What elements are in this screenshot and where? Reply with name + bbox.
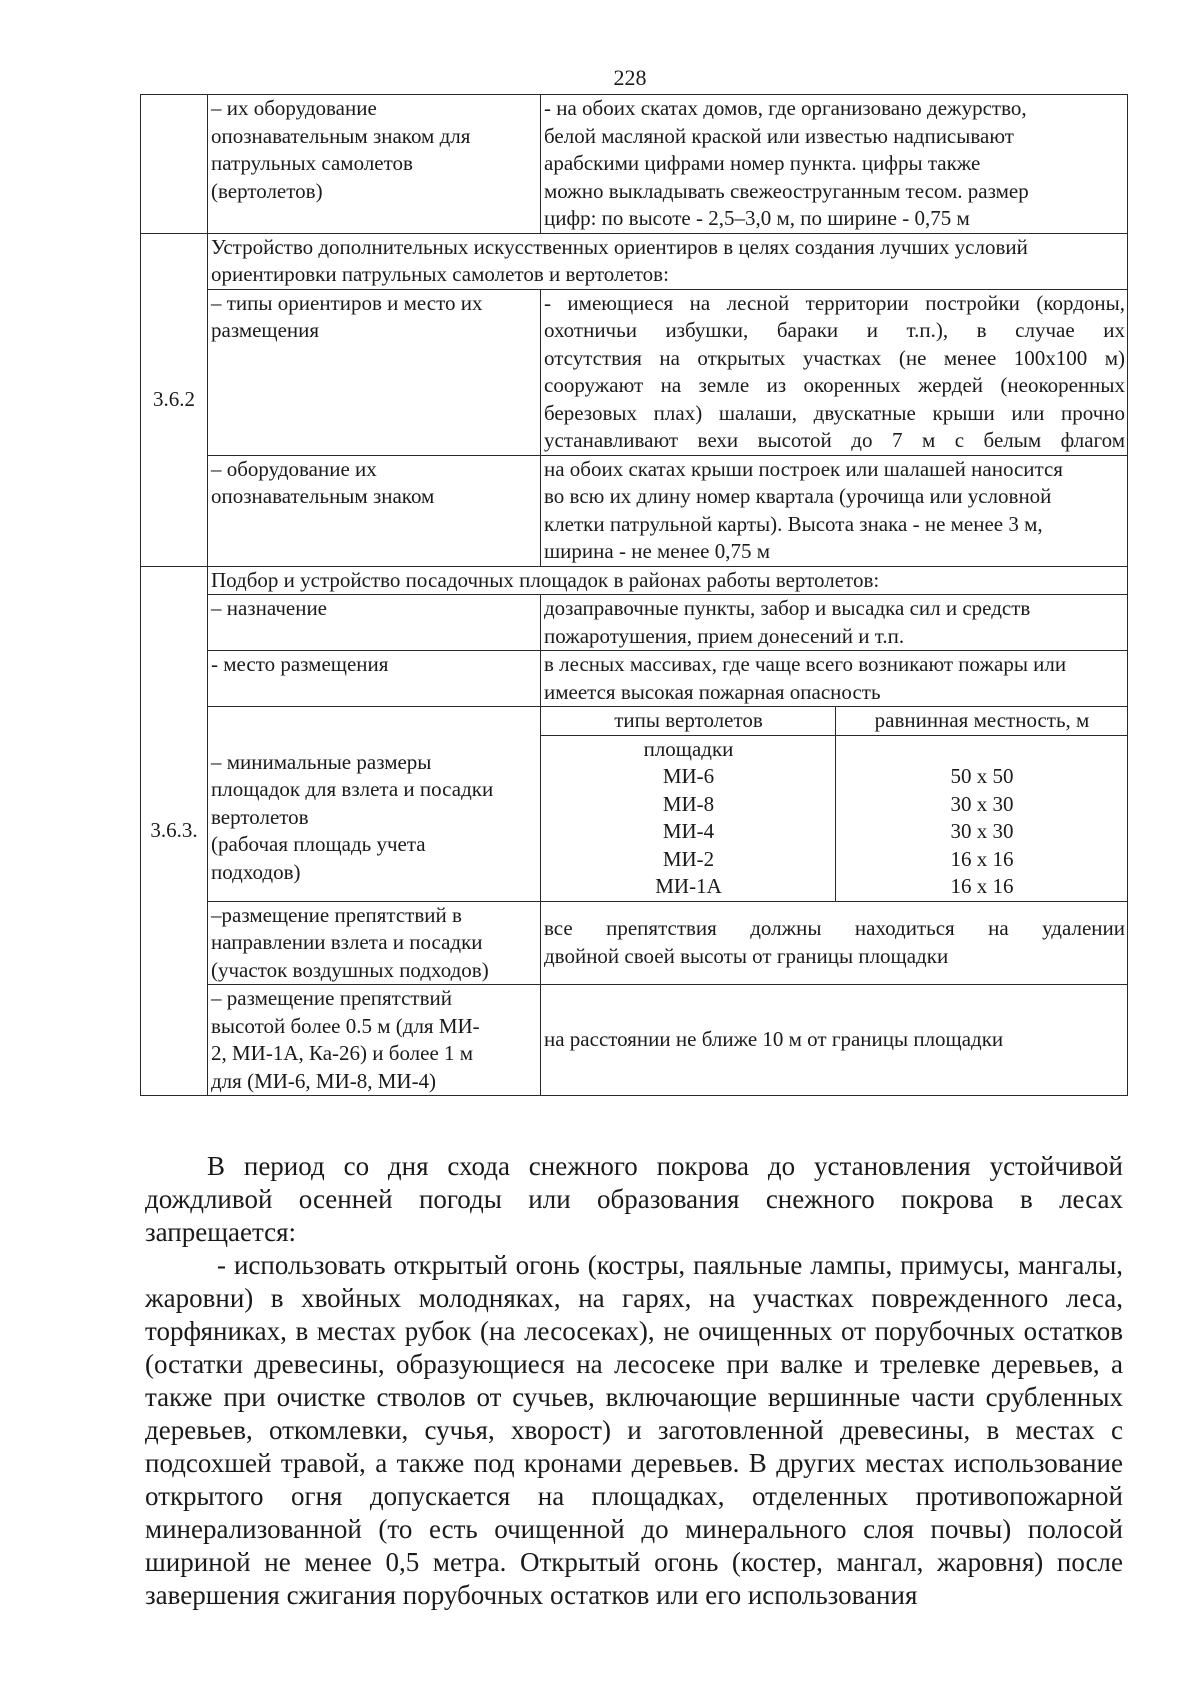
regulations-table <box>140 94 1128 1096</box>
row-description: - имеющиеся на лесной территории постройки (кордоны, охотничьи избушки, бараки и т.п.), в случае их отсутствия на открытых участках (не менее 100х100 м) сооружают на земле из окоренных жердей (неокоренных березовых плах) шалаши, двускатные крыши или прочно устанавливают вехи высотой до 7 м с белым флагом <box>541 289 1128 455</box>
row-description: в лесных массивах, где чаще всего возникают пожары или имеется высокая пожарная опасность <box>541 651 1128 707</box>
table-row <box>141 985 1128 1096</box>
row-label: – их оборудование опознавательным знаком для патрульных самолетов (вертолетов) <box>208 95 541 234</box>
page-number: 228 <box>613 65 647 90</box>
section-heading-row <box>141 233 1128 289</box>
table-row <box>141 595 1128 651</box>
platform-sizes-list: 50 х 50 30 х 30 30 х 30 16 х 16 16 х 16 <box>836 735 1128 901</box>
body-text <box>145 1150 1123 1612</box>
table-row <box>141 651 1128 707</box>
section-number-cell <box>141 95 208 234</box>
table-row <box>141 289 1128 455</box>
row-label: - место размещения <box>208 651 541 707</box>
row-description: на обоих скатах крыши построек или шалашей наносится во всю их длину номер квартала (урочища или условной клетки патрульной карты). Высота знака - не менее 3 м, ширина - не менее 0,75 м <box>541 455 1128 566</box>
row-label: –размещение препятствий в направлении взлета и посадки (участок воздушных подходов) <box>208 901 541 985</box>
row-description: дозаправочные пункты, забор и высадка сил и средств пожаротушения, прием донесений и т.п. <box>541 595 1128 651</box>
row-label: – назначение <box>208 595 541 651</box>
row-label: – оборудование их опознавательным знаком <box>208 455 541 566</box>
row-description: все препятствия должны находиться на удалении двойной своей высоты от границы площадки <box>541 901 1128 985</box>
section-heading: Устройство дополнительных искусственных ориентиров в целях создания лучших условий ориентировки патрульных самолетов и вертолетов: <box>208 233 1128 289</box>
paragraph: В период со дня схода снежного покрова до установления устойчивой дождливой осенней погоды или образования снежного покрова в лесах запрещается: <box>145 1151 1123 1247</box>
section-heading: Подбор и устройство посадочных площадок в районах работы вертолетов: <box>208 566 1128 595</box>
row-description: - на обоих скатах домов, где организовано дежурство, белой масляной краской или известью надписывают арабскими цифрами номер пункта. цифры также можно выкладывать свежеоструганным тесом. размер цифр: по высоте - 2,5–3,0 м, по ширине - 0,75 м <box>541 95 1128 234</box>
paragraph: - использовать открытый огонь (костры, паяльные лампы, примусы, мангалы, жаровни) в хвойных молодняках, на гарях, на участках поврежденного леса, торфяниках, в местах рубок (на лесосеках), не очищенных от порубочных остатков (остатки древесины, образующиеся на лесосеке при валке и трелевке деревьев, а также при очистке стволов от сучьев, включающие вершинные части срубленных деревьев, откомлевки, сучья, хворост) и заготовленной древесины, в местах с подсохшей травой, а также под кронами деревьев. В других местах использование открытого огня допускается на площадках, отделенных противопожарной минерализованной (то есть очищенной до минерального слоя почвы) полосой шириной не менее 0,5 метра. Открытый огонь (костер, мангал, жаровня) после завершения сжигания порубочных остатков или его использования <box>145 1250 1123 1610</box>
section-number: 3.6.3. <box>141 566 208 1096</box>
row-label: – типы ориентиров и место их размещения <box>208 289 541 455</box>
table-row <box>141 901 1128 985</box>
table-row <box>141 707 1128 736</box>
row-label: – минимальные размеры площадок для взлета и посадки вертолетов (рабочая площадь учета подходов) <box>208 707 541 902</box>
column-header-helicopter-types: типы вертолетов <box>541 707 836 736</box>
table-row <box>141 95 1128 234</box>
table-row <box>141 455 1128 566</box>
section-heading-row <box>141 566 1128 595</box>
helicopter-types-list: площадки МИ-6 МИ-8 МИ-4 МИ-2 МИ-1А <box>541 735 836 901</box>
row-label: – размещение препятствий высотой более 0.5 м (для МИ- 2, МИ-1А, Ка-26) и более 1 м для (МИ-6, МИ-8, МИ-4) <box>208 985 541 1096</box>
section-number: 3.6.2 <box>141 233 208 566</box>
row-description: на расстоянии не ближе 10 м от границы площадки <box>541 985 1128 1096</box>
column-header-plain-terrain: равнинная местность, м <box>836 707 1128 736</box>
